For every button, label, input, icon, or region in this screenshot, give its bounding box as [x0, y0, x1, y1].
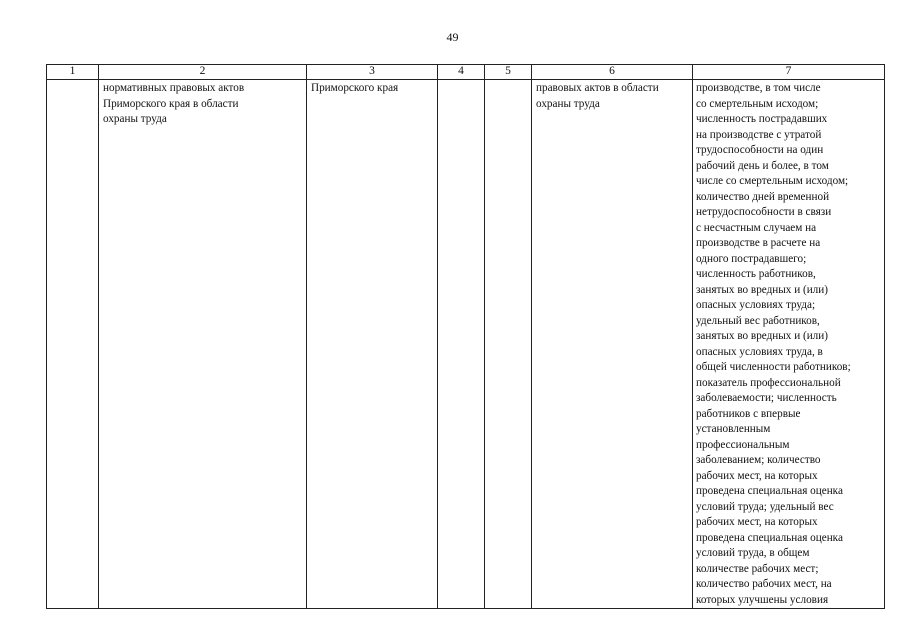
column-header-4: 4	[438, 65, 485, 80]
cell-col-7	[693, 80, 885, 609]
cell-col-2	[99, 80, 307, 609]
cell-col-5	[485, 80, 532, 609]
cell-col-6	[532, 80, 693, 609]
document-table	[46, 64, 885, 609]
table-header	[47, 65, 885, 80]
table-body	[47, 80, 885, 609]
cell-col-3	[307, 80, 438, 609]
cell-col-5-text	[485, 80, 531, 81]
page-number: 49	[446, 30, 459, 44]
column-header-7: 7	[693, 65, 885, 80]
cell-col-6-text: правовых актов в области охраны труда	[536, 82, 659, 110]
cell-col-1-text	[47, 80, 98, 81]
table-row	[47, 80, 885, 609]
cell-col-3-text: Приморского края	[311, 82, 399, 94]
column-header-2: 2	[99, 65, 307, 80]
cell-col-4	[438, 80, 485, 609]
column-header-1: 1	[47, 65, 99, 80]
header-row	[47, 65, 885, 80]
cell-col-7-text: производстве, в том числе со смертельным исходом; численность пострадавших на производстве с утратой трудоспособности на один рабочий день и более, в том числе со смертельным исходом; количество дней временной нетрудоспособности в связи с несчастным случаем на производстве в расчете на одного пострадавшего; численность работников, занятых во вредных и (или) опасных условиях труда; удельный вес работников, занятых во вредных и (или) опасных условиях труда, в общей численности работников; показатель профессиональной заболеваемости; численность работников с впервые установленным профессиональным заболеванием; количество рабочих мест, на которых проведена специальная оценка условий труда; удельный вес рабочих мест, на которых проведена специальная оценка условий труда, в общем количестве рабочих мест; количество рабочих мест, на которых улучшены условия	[696, 82, 851, 606]
cell-col-1	[47, 80, 99, 609]
column-header-5: 5	[485, 65, 532, 80]
cell-col-2-text: нормативных правовых актов Приморского края в области охраны труда	[103, 82, 245, 125]
column-header-6: 6	[532, 65, 693, 80]
column-header-3: 3	[307, 65, 438, 80]
cell-col-4-text	[438, 80, 484, 81]
